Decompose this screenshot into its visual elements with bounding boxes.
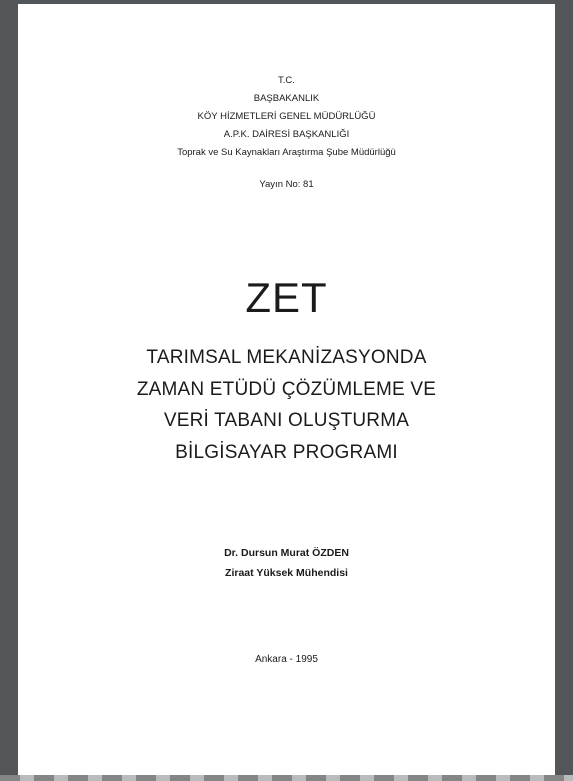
- document-page: [18, 4, 555, 775]
- subtitle-line-1: TARIMSAL MEKANİZASYONDA: [146, 347, 427, 368]
- header-line-department: A.P.K. DAİRESİ BAŞKANLIĞI: [223, 129, 350, 140]
- document-title: ZET: [245, 274, 328, 321]
- author-name: Dr. Dursun Murat ÖZDEN: [224, 547, 349, 559]
- subtitle-line-2: ZAMAN ETÜDÜ ÇÖZÜMLEME VE: [136, 378, 437, 400]
- document-subtitle: [18, 342, 555, 468]
- author-title: Ziraat Yüksek Mühendisi: [225, 567, 348, 579]
- publication-number: Yayın No: 81: [259, 179, 314, 190]
- header-line-ministry: BAŞBAKANLIK: [253, 93, 320, 104]
- header-line-branch: Toprak ve Su Kaynakları Araştırma Şube Müdürlüğü: [177, 147, 396, 158]
- author-block: [18, 543, 555, 583]
- institution-header: [18, 72, 555, 162]
- place-date: Ankara - 1995: [255, 654, 318, 665]
- header-line-directorate: KÖY HİZMETLERİ GENEL MÜDÜRLÜĞÜ: [197, 111, 376, 122]
- header-line-tc: T.C.: [278, 75, 295, 86]
- subtitle-line-4: BİLGİSAYAR PROGRAMI: [175, 441, 398, 463]
- subtitle-line-3: VERİ TABANI OLUŞTURMA: [163, 410, 410, 431]
- next-page-edge: [0, 775, 573, 781]
